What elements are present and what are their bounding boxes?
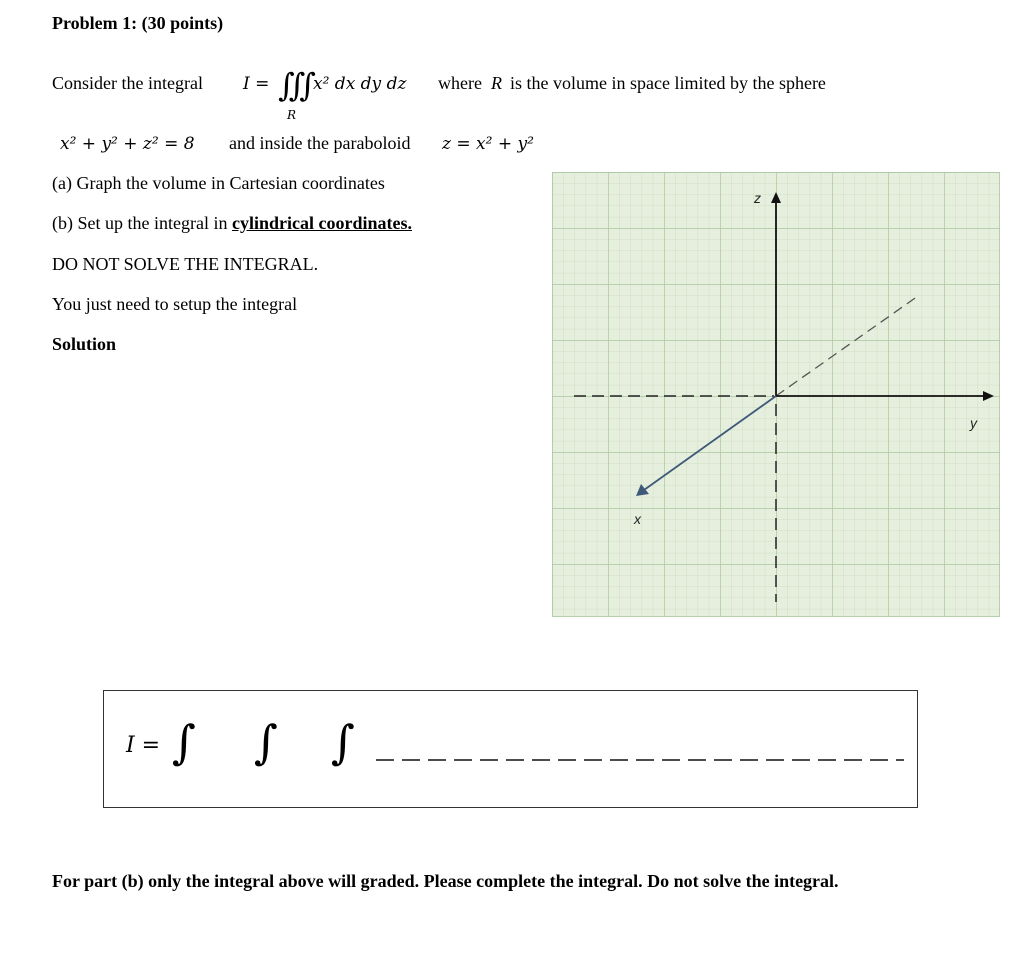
- instruction-setup: You just need to setup the integral: [52, 294, 298, 314]
- solution-label: Solution: [52, 334, 117, 354]
- intro-suffix-where: where: [438, 73, 482, 93]
- axis-x-label: x: [634, 511, 641, 527]
- intro-region: R: [491, 73, 502, 93]
- intro-prefix: Consider the integral: [52, 73, 203, 93]
- intro-suffix: is the volume in space limited by the sphere: [510, 73, 826, 93]
- problem-title: Problem 1: (30 points): [52, 13, 224, 33]
- instruction-do-not-solve: DO NOT SOLVE THE INTEGRAL.: [52, 254, 319, 274]
- integral-lhs: I =: [243, 74, 270, 94]
- integral-sign-middle: ∫: [254, 715, 278, 769]
- part-b-emphasis: cylindrical coordinates.: [231, 213, 412, 233]
- axis-z-label: z: [754, 190, 761, 206]
- paraboloid-equation: z = x² + y²: [442, 134, 534, 154]
- footer-note: For part (b) only the integral above will graded. Please complete the integral. Do not solve the integral.: [52, 871, 839, 891]
- triple-integral-symbol: ∭: [278, 66, 316, 104]
- middle-text: and inside the paraboloid: [229, 133, 411, 153]
- sphere-equation: x² + y² + z² = 8: [60, 134, 195, 154]
- part-b-prefix: (b) Set up the integral in: [52, 213, 228, 233]
- answer-lhs: I =: [126, 733, 161, 758]
- part-a: (a) Graph the volume in Cartesian coordinates: [52, 173, 385, 193]
- answer-blank-line[interactable]: [376, 757, 906, 763]
- cartesian-graph: [552, 172, 1000, 617]
- integral-region-label: R: [287, 108, 297, 122]
- integrand: x² dx dy dz: [313, 74, 407, 94]
- integral-sign-inner: ∫: [331, 715, 355, 769]
- axis-y-label: y: [970, 415, 977, 431]
- part-b: [52, 213, 412, 234]
- integral-sign-outer: ∫: [172, 715, 196, 769]
- answer-box: [103, 690, 918, 808]
